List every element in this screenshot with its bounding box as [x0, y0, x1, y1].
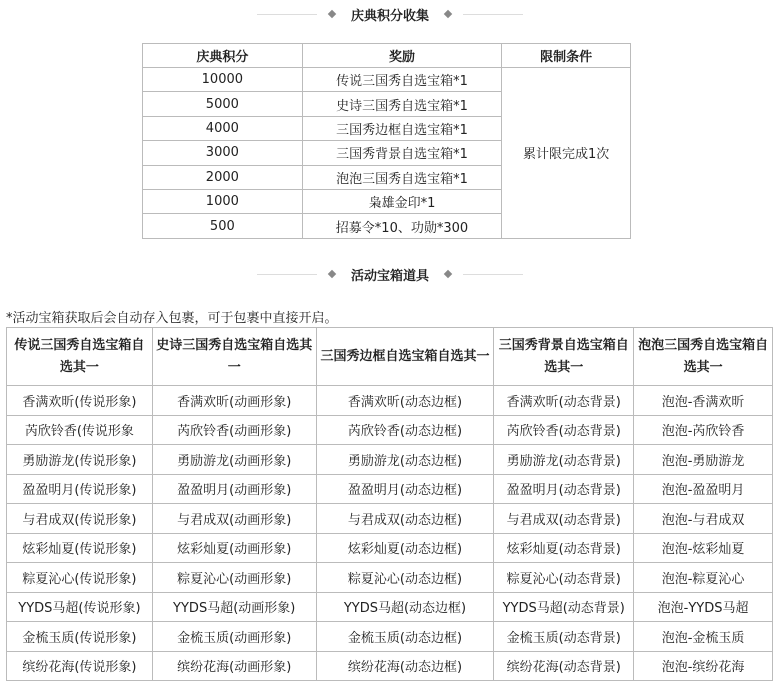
- section-title-label: 庆典积分收集: [350, 8, 429, 24]
- table-row: [7, 445, 773, 475]
- table-row: [7, 563, 773, 593]
- header-legend-chest: 传说三国秀自选宝箱自选其一: [7, 328, 153, 386]
- points-cell: 500: [143, 214, 303, 238]
- chest-item-cell: 与君成双(传说形象): [7, 504, 153, 534]
- table-row: [7, 651, 773, 681]
- chest-item-cell: 泡泡-粽夏沁心: [634, 563, 773, 593]
- chest-item-cell: 勇励游龙(动画形象): [152, 445, 316, 475]
- reward-cell: 枭雄金印*1: [302, 189, 502, 213]
- chest-item-cell: 盈盈明月(动态背景): [494, 474, 634, 504]
- points-cell: 1000: [143, 189, 303, 213]
- table-row: [7, 533, 773, 563]
- divider-line: [463, 14, 523, 15]
- chest-item-cell: 泡泡-盈盈明月: [634, 474, 773, 504]
- chest-item-cell: 炫彩灿夏(动态边框): [316, 533, 494, 563]
- points-cell: 4000: [143, 116, 303, 140]
- chest-item-cell: YYDS马超(动态背景): [494, 592, 634, 622]
- table-row: [7, 504, 773, 534]
- table-row: [7, 592, 773, 622]
- points-cell: 5000: [143, 92, 303, 116]
- section-title-chests: [0, 262, 780, 286]
- chest-item-cell: 金梳玉质(动态背景): [494, 622, 634, 652]
- chest-item-cell: 芮欣铃香(动画形象): [152, 415, 316, 445]
- chest-item-cell: 缤纷花海(动画形象): [152, 651, 316, 681]
- diamond-icon: [444, 10, 452, 18]
- chest-item-cell: 与君成双(动态背景): [494, 504, 634, 534]
- chest-item-cell: 金梳玉质(动态边框): [316, 622, 494, 652]
- chest-item-cell: 盈盈明月(动画形象): [152, 474, 316, 504]
- chest-item-cell: 金梳玉质(动画形象): [152, 622, 316, 652]
- table-header-row: [7, 328, 773, 386]
- chest-item-cell: 粽夏沁心(传说形象): [7, 563, 153, 593]
- header-points: 庆典积分: [143, 44, 303, 68]
- chest-item-cell: 泡泡-缤纷花海: [634, 651, 773, 681]
- points-table: [142, 43, 631, 239]
- chest-item-cell: 芮欣铃香(动态边框): [316, 415, 494, 445]
- chest-item-cell: 勇励游龙(传说形象): [7, 445, 153, 475]
- chest-item-cell: 香满欢昕(传说形象): [7, 386, 153, 416]
- table-header-row: [143, 44, 631, 68]
- divider-line: [257, 14, 317, 15]
- header-bubble-chest: 泡泡三国秀自选宝箱自选其一: [634, 328, 773, 386]
- chest-item-cell: YYDS马超(动画形象): [152, 592, 316, 622]
- chest-item-cell: 炫彩灿夏(传说形象): [7, 533, 153, 563]
- reward-cell: 三国秀背景自选宝箱*1: [302, 141, 502, 165]
- chest-item-cell: 芮欣铃香(传说形象: [7, 415, 153, 445]
- table-row: [7, 622, 773, 652]
- chest-table: [6, 327, 773, 681]
- chest-item-cell: 缤纷花海(传说形象): [7, 651, 153, 681]
- table-row: [143, 68, 631, 92]
- header-epic-chest: 史诗三国秀自选宝箱自选其一: [152, 328, 316, 386]
- chest-item-cell: 泡泡-金梳玉质: [634, 622, 773, 652]
- chest-item-cell: 与君成双(动画形象): [152, 504, 316, 534]
- chest-item-cell: 香满欢昕(动态边框): [316, 386, 494, 416]
- header-reward: 奖励: [302, 44, 502, 68]
- reward-cell: 泡泡三国秀自选宝箱*1: [302, 165, 502, 189]
- chest-item-cell: YYDS马超(动态边框): [316, 592, 494, 622]
- header-frame-chest: 三国秀边框自选宝箱自选其一: [316, 328, 494, 386]
- chest-item-cell: 勇励游龙(动态边框): [316, 445, 494, 475]
- header-background-chest: 三国秀背景自选宝箱自选其一: [494, 328, 634, 386]
- reward-cell: 史诗三国秀自选宝箱*1: [302, 92, 502, 116]
- section-title-label: 活动宝箱道具: [350, 268, 429, 284]
- chest-item-cell: 勇励游龙(动态背景): [494, 445, 634, 475]
- chest-item-cell: 泡泡-与君成双: [634, 504, 773, 534]
- chest-item-cell: 盈盈明月(动态边框): [316, 474, 494, 504]
- divider-line: [463, 274, 523, 275]
- chest-item-cell: 泡泡-炫彩灿夏: [634, 533, 773, 563]
- points-cell: 3000: [143, 141, 303, 165]
- reward-cell: 传说三国秀自选宝箱*1: [302, 68, 502, 92]
- chest-item-cell: 炫彩灿夏(动画形象): [152, 533, 316, 563]
- header-limit: 限制条件: [502, 44, 631, 68]
- table-row: [7, 474, 773, 504]
- chest-item-cell: 香满欢昕(动画形象): [152, 386, 316, 416]
- chest-item-cell: 泡泡-香满欢昕: [634, 386, 773, 416]
- chest-item-cell: YYDS马超(传说形象): [7, 592, 153, 622]
- chest-item-cell: 盈盈明月(传说形象): [7, 474, 153, 504]
- points-cell: 2000: [143, 165, 303, 189]
- note-text: *活动宝箱获取后会自动存入包裹，可于包裹中直接开启。: [6, 311, 338, 326]
- table-row: [7, 415, 773, 445]
- chest-item-cell: 泡泡-YYDS马超: [634, 592, 773, 622]
- chest-item-cell: 粽夏沁心(动画形象): [152, 563, 316, 593]
- chest-item-cell: 芮欣铃香(动态背景): [494, 415, 634, 445]
- chest-item-cell: 与君成双(动态边框): [316, 504, 494, 534]
- chest-item-cell: 缤纷花海(动态背景): [494, 651, 634, 681]
- diamond-icon: [328, 10, 336, 18]
- chest-item-cell: 香满欢昕(动态背景): [494, 386, 634, 416]
- chest-item-cell: 金梳玉质(传说形象): [7, 622, 153, 652]
- divider-line: [257, 274, 317, 275]
- diamond-icon: [328, 270, 336, 278]
- reward-cell: 三国秀边框自选宝箱*1: [302, 116, 502, 140]
- section-title-points: [0, 2, 780, 26]
- table-row: [7, 386, 773, 416]
- chest-item-cell: 炫彩灿夏(动态背景): [494, 533, 634, 563]
- diamond-icon: [444, 270, 452, 278]
- points-cell: 10000: [143, 68, 303, 92]
- chest-item-cell: 粽夏沁心(动态背景): [494, 563, 634, 593]
- chest-item-cell: 泡泡-芮欣铃香: [634, 415, 773, 445]
- chest-item-cell: 缤纷花海(动态边框): [316, 651, 494, 681]
- chest-item-cell: 泡泡-勇励游龙: [634, 445, 773, 475]
- limit-cell: 累计限完成1次: [502, 68, 631, 239]
- reward-cell: 招募令*10、功勋*300: [302, 214, 502, 238]
- chest-item-cell: 粽夏沁心(动态边框): [316, 563, 494, 593]
